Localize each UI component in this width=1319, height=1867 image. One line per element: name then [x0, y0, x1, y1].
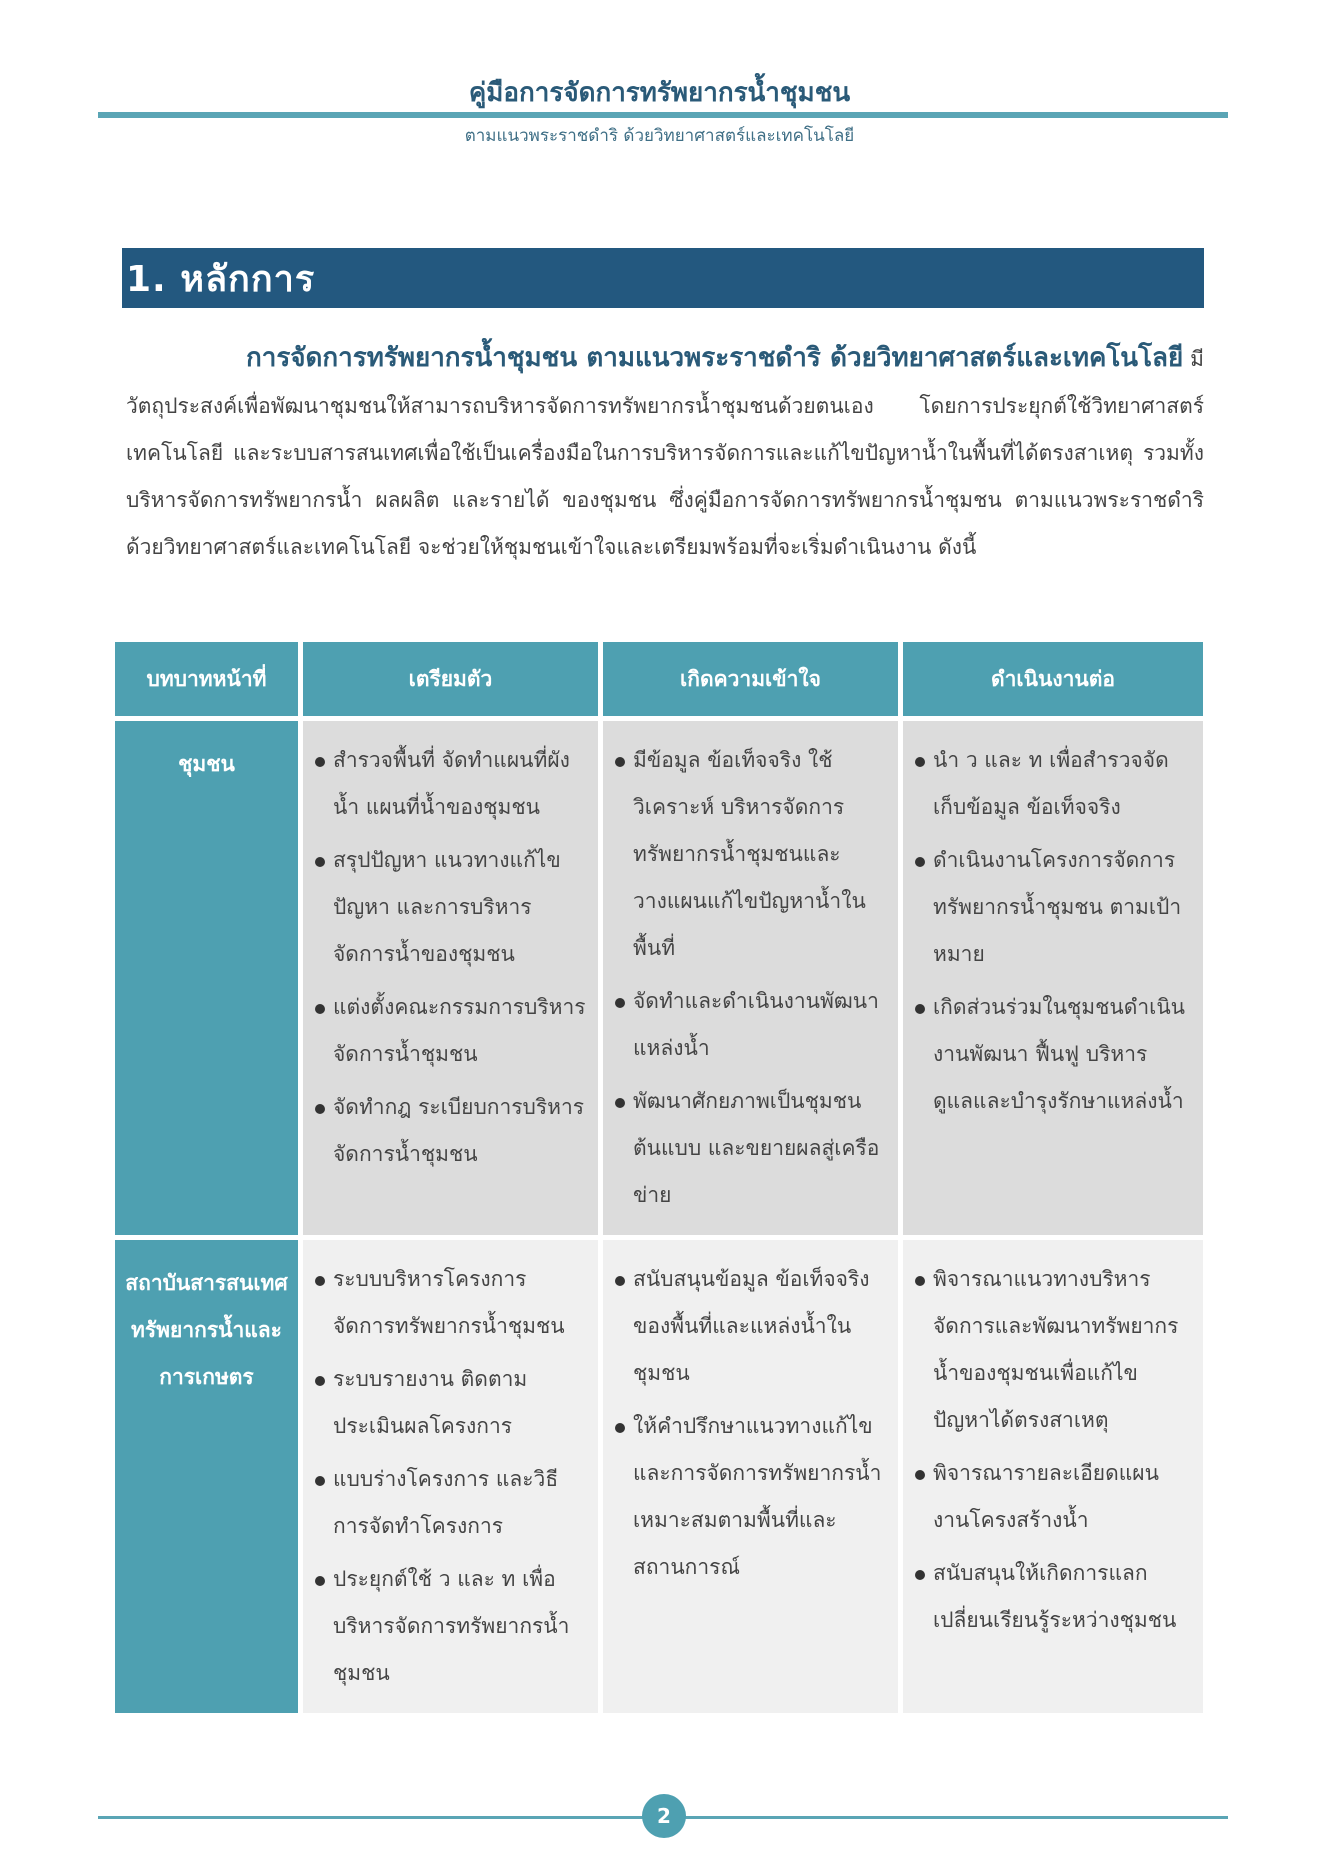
list-item: ระบบบริหารโครงการจัดการทรัพยากรน้ำชุมชน: [313, 1256, 588, 1350]
list-item: แบบร่างโครงการ และวิธีการจัดทำโครงการ: [313, 1456, 588, 1550]
list-item: จัดทำกฎ ระเบียบการบริหารจัดการน้ำชุมชน: [313, 1084, 588, 1178]
intro-body: มีวัตถุประสงค์เพื่อพัฒนาชุมชนให้สามารถบริหารจัดการทรัพยากรน้ำชุมชนด้วยตนเอง โดยการประยุกต์ใช้วิทยาศาสตร์ เทคโนโลยี และระบบสารสนเทศเพื่อใช้เป็นเครื่องมือในการบริหารจัดการและแก้ไขปัญหาน้ำในพื้นที่ได้ตรงสาเหตุ รวมทั้งบริหารจัดการทรัพยากรน้ำ ผลผลิต และรายได้ ของชุมชน ซึ่งคู่มือการจัดการทรัพยากรน้ำชุมชน ตามแนวพระราชดำริ ด้วยวิทยาศาสตร์และเทคโนโลยี จะช่วยให้ชุมชนเข้าใจและเตรียมพร้อมที่จะเริ่มดำเนินงาน ดังนี้: [126, 347, 1204, 559]
list-item: ให้คำปรึกษาแนวทางแก้ไขและการจัดการทรัพยากรน้ำเหมาะสมตามพื้นที่และสถานการณ์: [613, 1403, 888, 1591]
header-role: บทบาทหน้าที่: [115, 642, 298, 716]
list-item: พิจารณารายละเอียดแผนงานโครงสร้างน้ำ: [913, 1450, 1193, 1544]
continue-cell: [903, 721, 1203, 1235]
document-subtitle: ตามแนวพระราชดำริ ด้วยวิทยาศาสตร์และเทคโนโลยี: [464, 126, 855, 146]
list-item: เกิดส่วนร่วมในชุมชนดำเนินงานพัฒนา ฟื้นฟู บริหาร ดูแลและบำรุงรักษาแหล่งน้ำ: [913, 984, 1193, 1125]
continue-cell: [903, 1240, 1203, 1713]
list-item: ระบบรายงาน ติดตามประเมินผลโครงการ: [313, 1356, 588, 1450]
role-cell: ชุมชน: [115, 721, 298, 1235]
header-continue: ดำเนินงานต่อ: [903, 642, 1203, 716]
roles-table: [110, 637, 1208, 1718]
list-item: แต่งตั้งคณะกรรมการบริหารจัดการน้ำชุมชน: [313, 984, 588, 1078]
list-item: มีข้อมูล ข้อเท็จจริง ใช้วิเคราะห์ บริหารจัดการทรัพยากรน้ำชุมชนและวางแผนแก้ไขปัญหาน้ำในพื้นที่: [613, 737, 888, 972]
bullet-list: [613, 1256, 888, 1591]
page-number: 2: [642, 1794, 686, 1838]
role-cell: สถาบันสารสนเทศทรัพยากรน้ำและการเกษตร: [115, 1240, 298, 1713]
list-item: สรุปปัญหา แนวทางแก้ไขปัญหา และการบริหารจัดการน้ำของชุมชน: [313, 837, 588, 978]
document-title: คู่มือการจัดการทรัพยากรน้ำชุมชน: [468, 78, 851, 108]
list-item: สนับสนุนข้อมูล ข้อเท็จจริงของพื้นที่และแหล่งน้ำในชุมชน: [613, 1256, 888, 1397]
bullet-list: [613, 737, 888, 1219]
intro-lead: การจัดการทรัพยากรน้ำชุมชน ตามแนวพระราชดำริ ด้วยวิทยาศาสตร์และเทคโนโลยี: [246, 343, 1184, 373]
table-row-community: [115, 721, 1203, 1235]
list-item: พิจารณาแนวทางบริหารจัดการและพัฒนาทรัพยากรน้ำของชุมชนเพื่อแก้ไขปัญหาได้ตรงสาเหตุ: [913, 1256, 1193, 1444]
roles-table-container: [115, 637, 1198, 1718]
prepare-cell: [303, 721, 598, 1235]
bullet-list: [913, 737, 1193, 1125]
list-item: พัฒนาศักยภาพเป็นชุมชนต้นแบบ และขยายผลสู่เครือข่าย: [613, 1078, 888, 1219]
table-header-row: [115, 642, 1203, 716]
list-item: สำรวจพื้นที่ จัดทำแผนที่ผังน้ำ แผนที่น้ำของชุมชน: [313, 737, 588, 831]
intro-paragraph: [126, 335, 1204, 571]
prepare-cell: [303, 1240, 598, 1713]
header-understand: เกิดความเข้าใจ: [603, 642, 898, 716]
table-row-institute: [115, 1240, 1203, 1713]
bullet-list: [913, 1256, 1193, 1644]
section-heading-banner: [122, 248, 1204, 308]
list-item: จัดทำและดำเนินงานพัฒนาแหล่งน้ำ: [613, 978, 888, 1072]
understand-cell: [603, 1240, 898, 1713]
header-divider: [98, 112, 1228, 118]
bullet-list: [313, 1256, 588, 1697]
list-item: ดำเนินงานโครงการจัดการทรัพยากรน้ำชุมชน ตามเป้าหมาย: [913, 837, 1193, 978]
bullet-list: [313, 737, 588, 1178]
section-heading: 1. หลักการ: [126, 258, 316, 300]
header-prepare: เตรียมตัว: [303, 642, 598, 716]
understand-cell: [603, 721, 898, 1235]
list-item: สนับสนุนให้เกิดการแลกเปลี่ยนเรียนรู้ระหว่างชุมชน: [913, 1550, 1193, 1644]
list-item: ประยุกต์ใช้ ว และ ท เพื่อบริหารจัดการทรัพยากรน้ำชุมชน: [313, 1556, 588, 1697]
list-item: นำ ว และ ท เพื่อสำรวจจัดเก็บข้อมูล ข้อเท็จจริง: [913, 737, 1193, 831]
